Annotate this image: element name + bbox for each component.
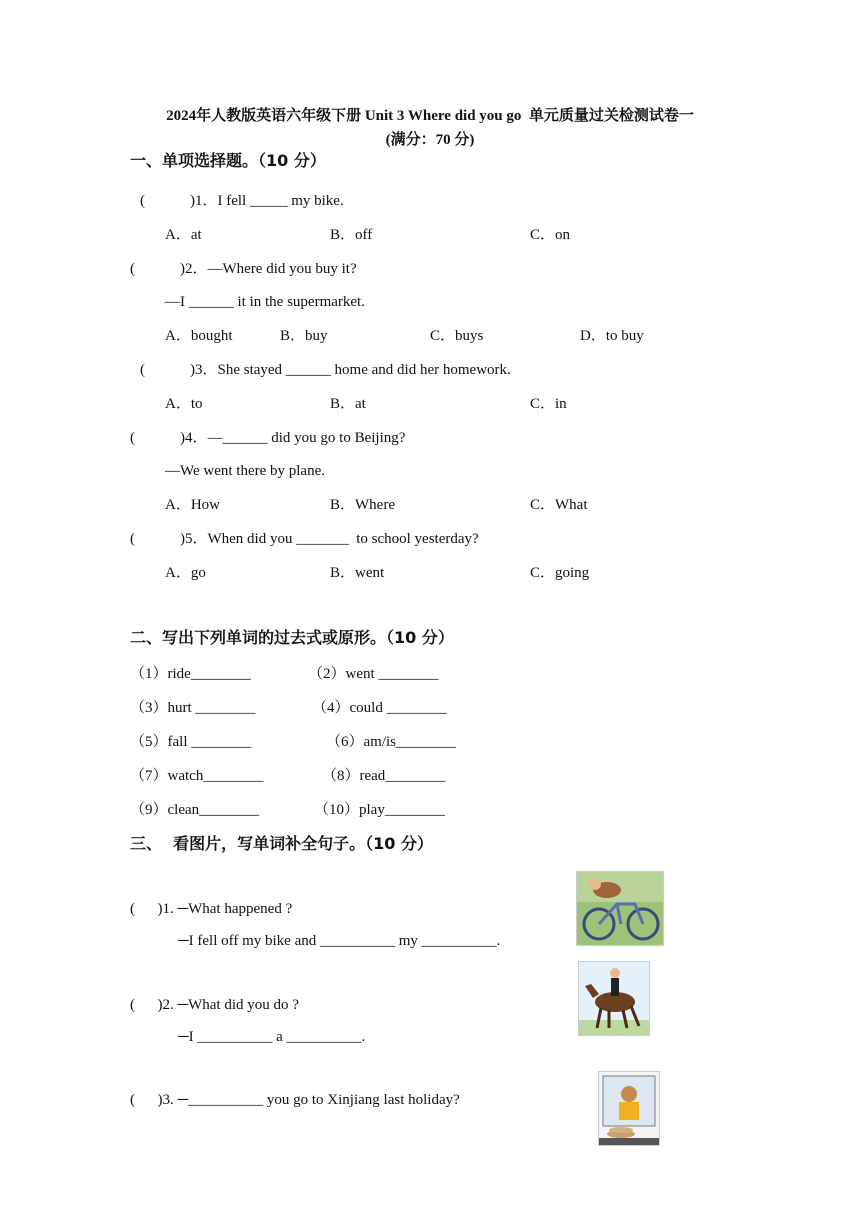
eating-picture xyxy=(598,1071,660,1146)
section2-heading: 二、写出下列单词的过去式或原形。（10 分） xyxy=(130,628,454,647)
q1-stem: ( )1．I fell _____ my bike. xyxy=(140,193,344,209)
q4-option-b: B．Where xyxy=(330,497,395,513)
section3-heading: 三、 看图片，写单词补全句子。（10 分） xyxy=(130,834,433,853)
q2-option-a: A．bought xyxy=(165,328,233,344)
pic-q3-line1: ( )3. ─__________ you go to Xinjiang last holiday? xyxy=(130,1092,460,1108)
bike-fall-picture xyxy=(576,871,664,946)
q3-option-c: C．in xyxy=(530,396,567,412)
q2-option-d: D．to buy xyxy=(580,328,644,344)
q1-option-a: A．at xyxy=(165,227,202,243)
q2-line2: —I ______ it in the supermarket. xyxy=(165,294,365,310)
q5-option-a: A．go xyxy=(165,565,206,581)
q4-line2: —We went there by plane. xyxy=(165,463,325,479)
q2-option-c: C．buys xyxy=(430,328,484,344)
word-item: （5）fall ________ xyxy=(130,734,252,750)
word-item: （6）am/is________ xyxy=(326,734,456,750)
word-item: （10）play________ xyxy=(314,802,445,818)
word-item: （4）could ________ xyxy=(312,700,447,716)
word-item: （9）clean________ xyxy=(130,802,260,818)
q2-stem: ( )2．—Where did you buy it? xyxy=(130,261,357,277)
q5-option-c: C．going xyxy=(530,565,590,581)
q2-option-b: B．buy xyxy=(280,328,328,344)
q3-option-a: A．to xyxy=(165,396,203,412)
pic-q1-line2: ─I fell off my bike and __________ my __________. xyxy=(178,933,501,949)
q5-stem: ( )5．When did you _______ to school yesterday? xyxy=(130,531,479,547)
q1-option-b: B．off xyxy=(330,227,373,243)
q3-stem: ( )3．She stayed ______ home and did her homework. xyxy=(140,362,511,378)
pic-q1-line1: ( )1. ─What happened ? xyxy=(130,901,293,917)
pic-q2-line2: ─I __________ a __________. xyxy=(178,1029,366,1045)
word-item: （8）read________ xyxy=(322,768,446,784)
word-item: （2）went ________ xyxy=(308,666,439,682)
word-item: （7）watch________ xyxy=(130,768,264,784)
word-item: （1）ride________ xyxy=(130,666,251,682)
q4-option-c: C．What xyxy=(530,497,588,513)
q5-option-b: B．went xyxy=(330,565,385,581)
q1-option-c: C．on xyxy=(530,227,571,243)
q3-option-b: B．at xyxy=(330,396,366,412)
doc-title: 2024年人教版英语六年级下册 Unit 3 Where did you go 单元质量过关检测试卷一 xyxy=(166,108,694,124)
doc-subtitle: (满分：70 分) xyxy=(385,132,475,148)
pic-q2-line1: ( )2. ─What did you do ? xyxy=(130,997,299,1013)
q4-option-a: A．How xyxy=(165,497,220,513)
q4-stem: ( )4．—______ did you go to Beijing? xyxy=(130,430,406,446)
word-item: （3）hurt ________ xyxy=(130,700,256,716)
section1-heading: 一、单项选择题。（10 分） xyxy=(130,151,326,170)
horse-riding-picture xyxy=(578,961,650,1036)
